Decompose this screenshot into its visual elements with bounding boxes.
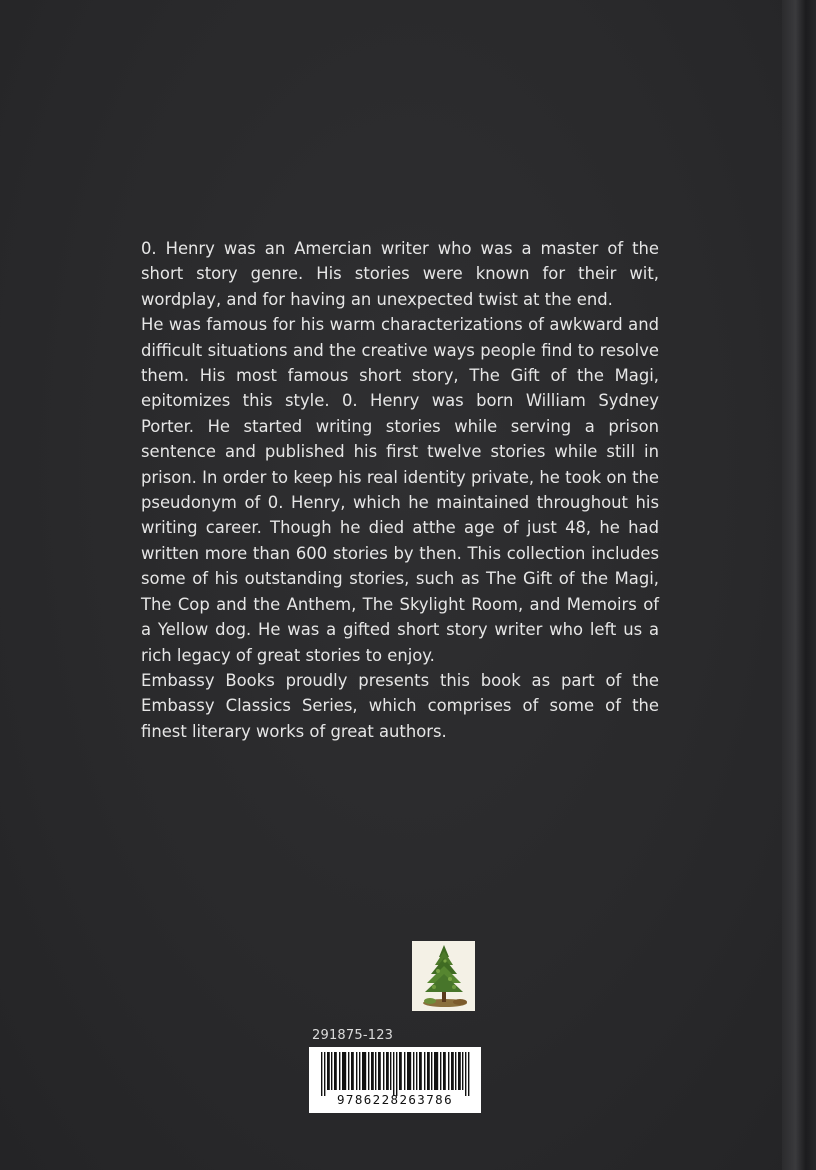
cover-edge: [782, 0, 816, 1170]
blurb-paragraph-1: 0. Henry was an Amercian writer who was a master of the short story genre. His stories were known for their wit, wordplay, and for having an unexpected twist at the end.: [141, 239, 659, 309]
book-blurb: [141, 236, 659, 744]
tree-icon: [412, 941, 475, 1011]
publisher-tree-logo: [412, 941, 475, 1011]
isbn-number: 9786228263786: [336, 1092, 454, 1107]
product-code: 291875-123: [312, 1028, 394, 1043]
blurb-paragraph-3: Embassy Books proudly presents this book as part of the Embassy Classics Series, which comprises of some of the finest literary works of great authors.: [141, 670, 659, 741]
blurb-paragraph-2: He was famous for his warm characterizations of awkward and difficult situations and the creative ways people find to resolve them. His most famous short story, The Gift of the Magi, epitomizes this style. 0. Henry was born William Sydney Porter. He started writing stories while serving a prison sentence and published his first twelve stories while still in prison. In order to keep his real identity private, he took on the pseudonym of 0. Henry, which he maintained throughout his writing career. Though he died atthe age of just 48, he had written more than 600 stories by then. This collection includes some of his outstanding stories, such as The Gift of the Magi, The Cop and the Anthem, The Skylight Room, and Memoirs of a Yellow dog. He was a gifted short story writer who left us a rich legacy of great stories to enjoy.: [141, 315, 659, 665]
